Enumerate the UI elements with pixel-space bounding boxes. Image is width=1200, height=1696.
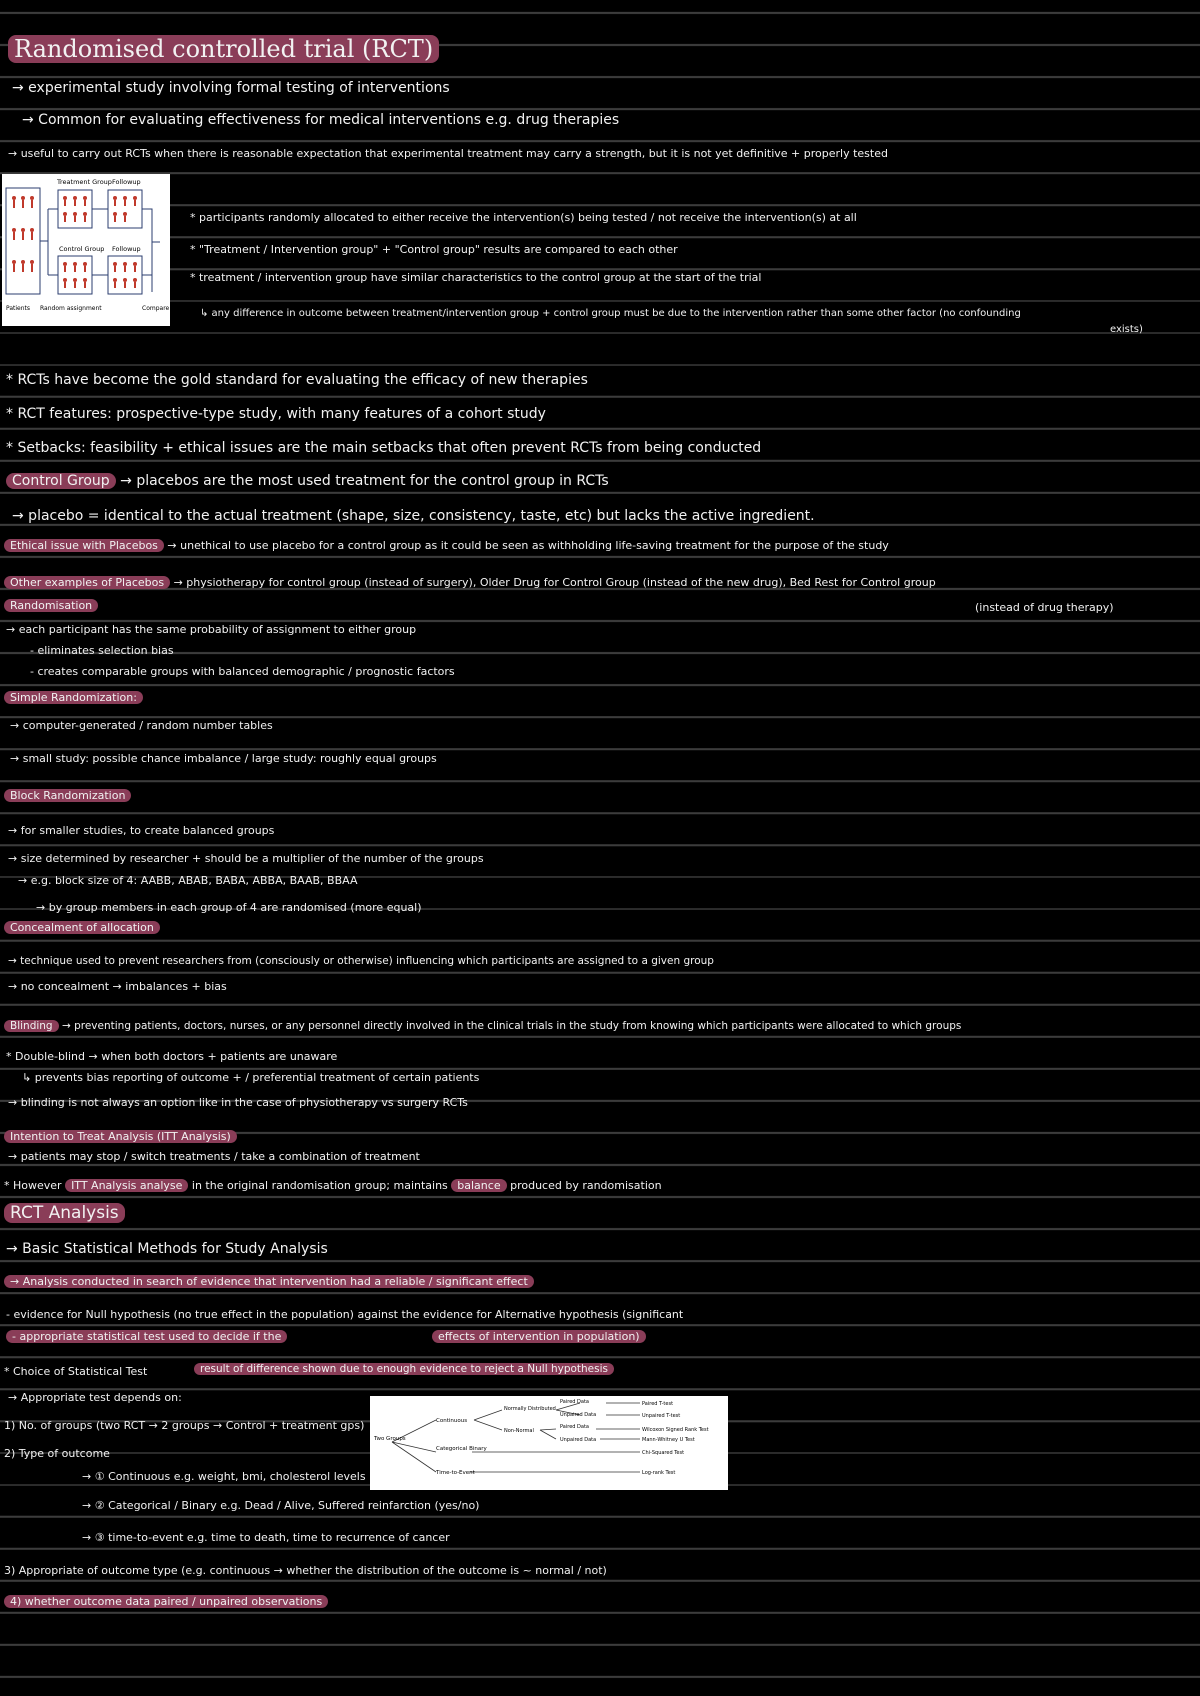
tree-chi-squared: Chi-Squared Test (642, 1450, 685, 1456)
followup-bottom-label: Followup (112, 245, 141, 253)
concealment-line-2: → no concealment → imbalances + bias (8, 980, 227, 993)
randomisation-line-3: - creates comparable groups with balanced demographic / prognostic factors (30, 665, 455, 678)
basic-methods-line: → Basic Statistical Methods for Study Analysis (6, 1241, 328, 1257)
feature-line-1: * RCTs have become the gold standard for evaluating the efficacy of new therapies (6, 372, 588, 388)
intro-line-1: → experimental study involving formal testing of interventions (12, 80, 450, 96)
tree-continuous: Continuous (436, 1418, 468, 1424)
blinding-line-1: * Double-blind → when both doctors + patients are unaware (6, 1050, 338, 1063)
tree-root: Two Groups (374, 1436, 406, 1442)
diagram-note-3: * treatment / intervention group have similar characteristics to the control group at the start of the trial (190, 271, 762, 284)
block-line-4: → by group members in each group of 4 are randomised (more equal) (36, 901, 422, 914)
block-line-3: → e.g. block size of 4: AABB, ABAB, BABA, ABBA, BAAB, BBAA (18, 874, 358, 887)
ethical-issue-line: Ethical issue with Placebos → unethical to use placebo for a control group as it could be seen as withholding life-saving treatment for the purpose of the study (4, 538, 889, 554)
factor-2c: → ③ time-to-event e.g. time to death, time to recurrence of cancer (82, 1531, 450, 1544)
choice-of-test-line: * Choice of Statistical Test (4, 1365, 148, 1378)
placebo-examples-line: Other examples of Placebos → physiotherapy for control group (instead of surgery), Older Drug for Control Group (instead of the new drug), Bed Rest for Control group (4, 575, 936, 591)
concealment-heading: Concealment of allocation (4, 920, 160, 936)
factor-4: 4) whether outcome data paired / unpaired observations (4, 1594, 328, 1610)
random-assignment-label: Random assignment (40, 305, 102, 312)
control-group-label: Control Group (59, 245, 105, 253)
treatment-group-label: Treatment Group (57, 178, 112, 186)
feature-line-3: * Setbacks: feasibility + ethical issues are the main setbacks that often prevent RCTs from being conducted (6, 440, 762, 456)
tree-paired-t: Paired T-test (642, 1401, 674, 1407)
blinding-line: Blinding → preventing patients, doctors, nurses, or any personnel directly involved in the clinical trials in the study from knowing which participants were allocated to which groups (4, 1018, 961, 1034)
randomisation-line-2: - eliminates selection bias (30, 644, 174, 657)
diagram-note-1: * participants randomly allocated to either receive the intervention(s) being tested / not receive the intervention(s) at all (190, 211, 857, 224)
diagram-note-2: * "Treatment / Intervention group" + "Control group" results are compared to each other (190, 243, 678, 256)
intro-line-3: → useful to carry out RCTs when there is reasonable expectation that experimental treatment may carry a strength, but it is not yet definitive + properly tested (8, 147, 888, 160)
test-depends-line: → Appropriate test depends on: (8, 1391, 182, 1404)
analysis-line-1: → Analysis conducted in search of evidence that intervention had a reliable / significant effect (4, 1274, 534, 1290)
tree-paired-1: Paired Data (560, 1399, 589, 1405)
block-line-2: → size determined by researcher + should be a multiplier of the number of the groups (8, 852, 484, 865)
simple-randomization-heading: Simple Randomization: (4, 690, 143, 706)
placebo-examples-cont: (instead of drug therapy) (975, 601, 1114, 614)
diagram-note-5: exists) (1110, 324, 1143, 335)
placebo-definition: → placebo = identical to the actual treatment (shape, size, consistency, taste, etc) but lacks the active ingredient. (12, 508, 815, 524)
analysis-line-2: - evidence for Null hypothesis (no true effect in the population) against the evidence for Alternative hypothesis (significant (6, 1308, 684, 1321)
statistical-test-tree (370, 1396, 728, 1490)
tree-mann-whitney: Mann-Whitney U Test (642, 1437, 695, 1443)
analysis-line-3: - appropriate statistical test used to decide if the (6, 1329, 287, 1345)
block-randomization-heading: Block Randomization (4, 788, 131, 804)
itt-heading: Intention to Treat Analysis (ITT Analysis) (4, 1129, 237, 1145)
page-title: Randomised controlled trial (RCT) (8, 34, 439, 64)
blinding-line-2: ↳ prevents bias reporting of outcome + / preferential treatment of certain patients (22, 1071, 480, 1084)
tree-unpaired-1: Unpaired Data (560, 1412, 597, 1418)
factor-2: 2) Type of outcome (4, 1447, 110, 1460)
tree-unpaired-2: Unpaired Data (560, 1437, 597, 1443)
tree-wilcoxon: Wilcoxon Signed Rank Test (642, 1427, 709, 1433)
analysis-effect-note: effects of intervention in population) (432, 1329, 646, 1345)
block-line-1: → for smaller studies, to create balanced groups (8, 824, 275, 837)
tree-paired-2: Paired Data (560, 1424, 589, 1430)
tree-normal: Normally Distributed (504, 1406, 556, 1412)
compare-results-label: Compare results (142, 305, 192, 312)
feature-line-2: * RCT features: prospective-type study, with many features of a cohort study (6, 406, 546, 422)
simple-line-2: → small study: possible chance imbalance / large study: roughly equal groups (10, 752, 437, 765)
itt-line-1: → patients may stop / switch treatments / take a combination of treatment (8, 1150, 420, 1163)
blinding-line-3: → blinding is not always an option like in the case of physiotherapy vs surgery RCTs (8, 1096, 468, 1109)
factor-2b: → ② Categorical / Binary e.g. Dead / Alive, Suffered reinfarction (yes/no) (82, 1499, 480, 1512)
factor-1: 1) No. of groups (two RCT → 2 groups → Control + treatment gps) (4, 1419, 365, 1432)
tree-unpaired-t: Unpaired T-test (642, 1413, 681, 1419)
patients-label: Patients (6, 305, 31, 312)
tree-time-to-event: Time-to-Event (436, 1470, 475, 1476)
rct-diagram (2, 174, 192, 326)
diagram-note-4: ↳ any difference in outcome between treatment/intervention group + control group must be due to the intervention rather than some other factor (no confounding (200, 308, 1021, 319)
intro-line-2: → Common for evaluating effectiveness for medical interventions e.g. drug therapies (22, 112, 620, 128)
rct-analysis-heading: RCT Analysis (4, 1202, 125, 1224)
tree-categorical: Categorical Binary (436, 1446, 487, 1452)
randomisation-line-1: → each participant has the same probability of assignment to either group (6, 623, 417, 636)
tree-log-rank: Log-rank Test (642, 1470, 676, 1476)
followup-top-label: Followup (112, 178, 141, 186)
randomisation-heading: Randomisation (4, 598, 98, 614)
concealment-line-1: → technique used to prevent researchers from (consciously or otherwise) influencing which participants are assigned to a given group (8, 955, 714, 967)
control-group-line: Control Group → placebos are the most used treatment for the control group in RCTs (6, 472, 609, 490)
itt-line-2: * However ITT Analysis analyse in the original randomisation group; maintains balance produced by randomisation (4, 1179, 662, 1192)
tree-non-normal: Non-Normal (504, 1428, 534, 1434)
simple-line-1: → computer-generated / random number tables (10, 719, 273, 732)
factor-2a: → ① Continuous e.g. weight, bmi, cholesterol levels (82, 1470, 366, 1483)
choice-note: result of difference shown due to enough evidence to reject a Null hypothesis (194, 1361, 614, 1377)
factor-3: 3) Appropriate of outcome type (e.g. continuous → whether the distribution of the outcome is ~ normal / not) (4, 1564, 607, 1577)
